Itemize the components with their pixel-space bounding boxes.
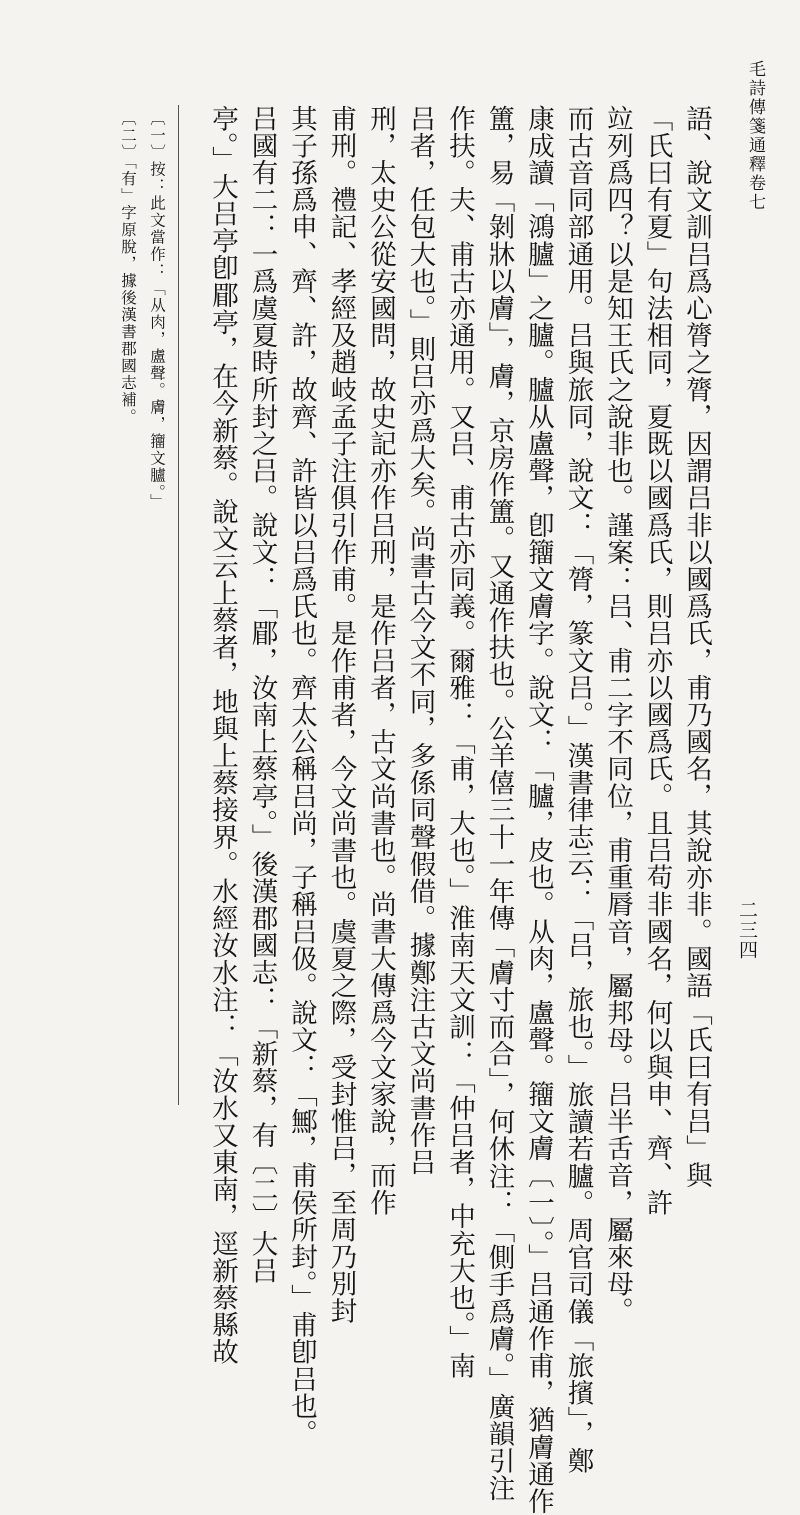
text-column: 甫刑。禮記、孝經及趙岐孟子注俱引作甫。是作甫者，今文尚書也。虞夏之際，受封惟吕，至周乃別封 <box>325 105 357 1325</box>
text-column: 其子孫爲申、齊、許，故齊、許皆以吕爲氏也。齊太公稱吕尚，子稱吕伋。說文：「鄦，甫侯所封。」甫卽吕也。 <box>286 105 317 1447</box>
footnote: 〔一〕按：此文當作：「从肉，盧聲。膚，籒文臚。」 <box>148 110 166 511</box>
text-column: 簠，易「剝牀以膚」，膚，京房作簠。又通作扶也。公羊僖三十一年傳「膚寸而合」，何休注：「側手爲膚。」廣韻引注 <box>483 105 515 1502</box>
text-column: 而古音同部通用。吕與旅同，說文：「膂，篆文吕。」漢書律志云：「吕，旅也。」旅讀若臚。周官司儀「旅擯」，鄭 <box>562 105 594 1475</box>
text-column: 語、說文訓吕爲心膂之膂，因謂吕非以國爲氏，甫乃國名，其說亦非。國語「氏曰有吕」與 <box>681 105 712 1189</box>
text-column: 吕國有二：一爲虞夏時所封之吕。說文：「郿，汝南上蔡亭。」後漢郡國志：「新蔡，有〔二〕大吕 <box>246 105 278 1285</box>
text-column: 竝列爲四？以是知王氏之說非也。謹案：吕、甫二字不同位，甫重脣音，屬邦母。吕半舌音，屬來母。 <box>602 105 633 1325</box>
page-number: 二三四 <box>736 900 758 960</box>
running-header-title: 毛詩傳箋通釋卷七 <box>745 60 765 212</box>
text-column: 亭。」大吕亭卽郿亭，在今新蔡。說文云上蔡者，地與上蔡接界。水經汝水注：「汝水又東南，逕新蔡縣故 <box>207 105 238 1366</box>
footnote: 〔二〕「有」字原脫，據後漢書郡國志補。 <box>119 110 137 426</box>
text-column: 康成讀「鴻臚」之臚。臚从盧聲，卽籒文膚字。說文：「臚，皮也。从肉，盧聲。籒文膚〔一〕。」吕通作甫，猶膚通作 <box>523 105 554 1515</box>
footnote-divider <box>178 105 179 1105</box>
text-column: 「氏曰有夏」句法相同，夏既以國爲氏，則吕亦以國爲氏。且吕苟非國名，何以與申、齊、許 <box>641 105 673 1217</box>
footnotes-block <box>113 110 171 1010</box>
text-column: 作扶。夫、甫古亦通用。又吕、甫古亦同義。爾雅：「甫，大也。」淮南天文訓：「仲吕者，中充大也。」南 <box>444 105 475 1380</box>
main-text-block <box>203 105 717 1515</box>
text-column: 刑，太史公從安國問，故史記亦作吕刑，是作吕者，古文尚書也。尚書大傳爲今文家說，而作 <box>365 105 396 1217</box>
text-column: 吕者，任包大也。」則吕亦爲大矣。尚書古今文不同，多係同聲假借。據鄭注古文尚書作吕 <box>404 105 436 1176</box>
